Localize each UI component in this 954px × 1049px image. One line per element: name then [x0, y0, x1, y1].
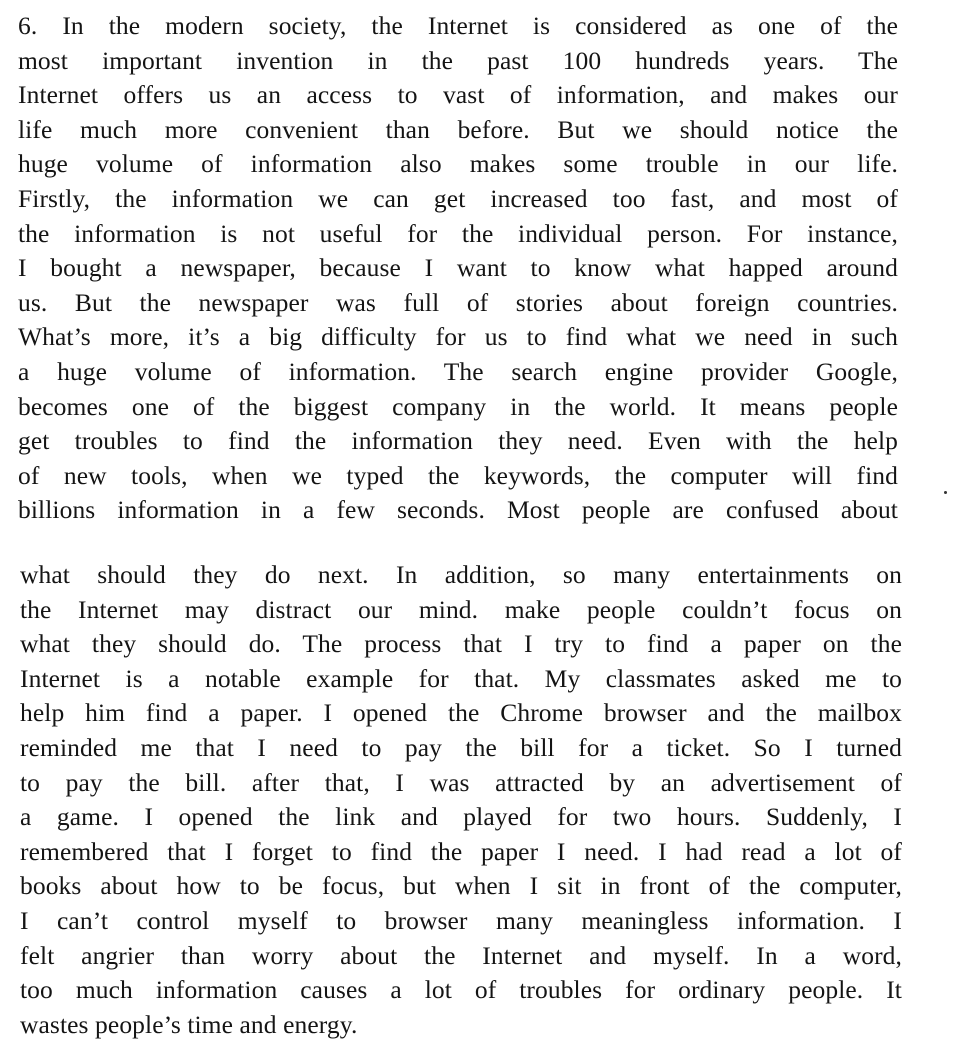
- text-line: I bought a newspaper, because I want to know what happed around: [18, 253, 898, 283]
- text-line: huge volume of information also makes some trouble in our life.: [18, 149, 898, 179]
- text-line: to pay the bill. after that, I was attracted by an advertisement of: [20, 767, 902, 797]
- text-line: life much more convenient than before. But we should notice the: [18, 114, 898, 144]
- essay-paragraph-bottom: [20, 558, 902, 1042]
- text-line: help him find a paper. I opened the Chrome browser and the mailbox: [20, 698, 902, 728]
- text-line: a huge volume of information. The search engine provider Google,: [18, 356, 898, 386]
- text-line: 6. In the modern society, the Internet is considered as one of the: [18, 11, 898, 40]
- text-line: I can’t control myself to browser many meaningless information. I: [20, 905, 902, 935]
- text-line: What’s more, it’s a big difficulty for us to find what we need in such: [18, 322, 898, 352]
- text-line: Firstly, the information we can get increased too fast, and most of: [18, 183, 898, 213]
- text-line: most important invention in the past 100 hundreds years. The: [18, 45, 898, 75]
- essay-paragraph-top: [18, 9, 898, 528]
- text-line: becomes one of the biggest company in the world. It means people: [18, 391, 898, 421]
- text-line: what they should do. The process that I try to find a paper on the: [20, 629, 902, 659]
- text-line: Internet offers us an access to vast of information, and makes our: [18, 80, 898, 110]
- text-line: wastes people’s time and energy.: [20, 1009, 358, 1039]
- text-line: the Internet may distract our mind. make people couldn’t focus on: [20, 594, 902, 624]
- text-line: us. But the newspaper was full of stories about foreign countries.: [18, 287, 898, 317]
- text-line: a game. I opened the link and played for two hours. Suddenly, I: [20, 802, 902, 832]
- text-line: too much information causes a lot of troubles for ordinary people. It: [20, 975, 902, 1005]
- text-line: get troubles to find the information they need. Even with the help: [18, 426, 898, 456]
- scan-speck: [944, 491, 947, 494]
- text-line: books about how to be focus, but when I sit in front of the computer,: [20, 871, 902, 901]
- text-line: reminded me that I need to pay the bill for a ticket. So I turned: [20, 732, 902, 762]
- text-line: what should they do next. In addition, so many entertainments on: [20, 560, 902, 589]
- text-line: the information is not useful for the individual person. For instance,: [18, 218, 898, 248]
- text-line: Internet is a notable example for that. My classmates asked me to: [20, 663, 902, 693]
- text-line: remembered that I forget to find the paper I need. I had read a lot of: [20, 836, 902, 866]
- text-line: billions information in a few seconds. Most people are confused about: [18, 495, 898, 525]
- text-line: felt angrier than worry about the Internet and myself. In a word,: [20, 940, 902, 970]
- text-line: of new tools, when we typed the keywords, the computer will find: [18, 460, 898, 490]
